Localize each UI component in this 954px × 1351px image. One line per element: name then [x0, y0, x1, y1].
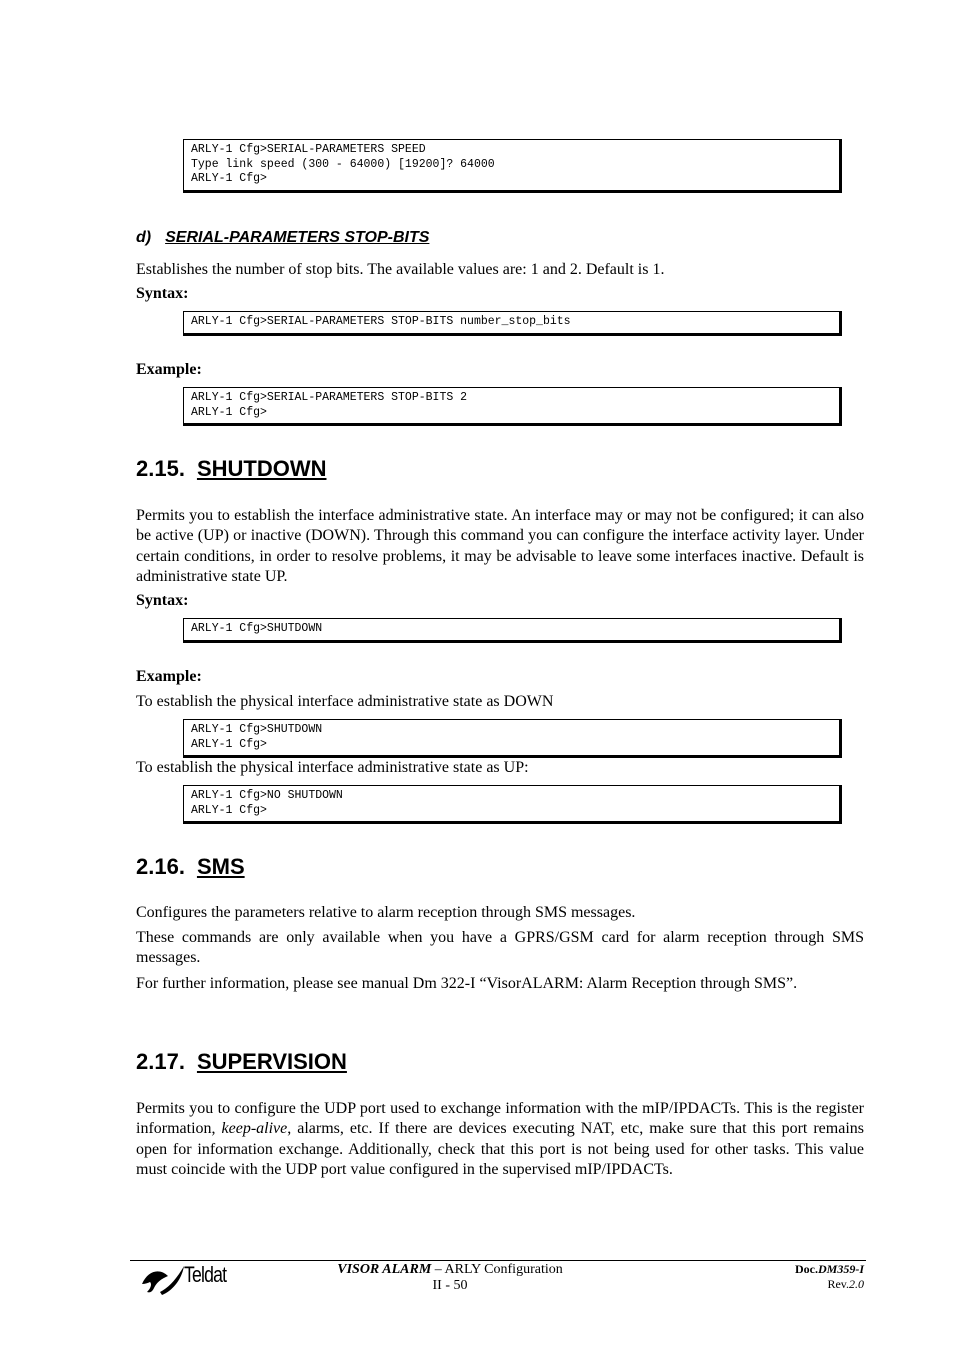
- teldat-logo: [138, 1262, 238, 1296]
- footer-divider: [130, 1260, 866, 1261]
- example-label: Example:: [136, 361, 202, 378]
- code-line: ARLY-1 Cfg>: [191, 737, 267, 751]
- section-heading-shutdown: 2.15. SHUTDOWN: [136, 456, 327, 481]
- sms-paragraph-2: These commands are only available when you have a GPRS/GSM card for alarm reception through SMS messages.: [136, 929, 864, 967]
- section-heading-sms: 2.16. SMS: [136, 854, 245, 879]
- code-line: ARLY-1 Cfg>: [191, 803, 267, 817]
- page-number: II - 50: [432, 1278, 468, 1293]
- code-line: ARLY-1 Cfg>SHUTDOWN: [191, 622, 323, 635]
- code-line: ARLY-1 Cfg>SERIAL-PARAMETERS STOP-BITS number_stop_bits: [191, 315, 571, 328]
- footer-doc-info: Doc.DM359-I Rev.2.0: [794, 1262, 864, 1291]
- supervision-paragraph: Permits you to configure the UDP port used to exchange information with the mIP/IPDACTs. This is the register information, keep-alive, alarms, etc. If there are devices executing NAT, etc, make sure that this port remains open for information exchange. Additionally, check that this port is not being used for other tasks. This value must coincide with the UDP port value configured in the supervised mIP/IPDACTs.: [136, 1100, 864, 1179]
- syntax-label: Syntax:: [136, 592, 189, 609]
- sms-paragraph-3: For further information, please see manual Dm 322-I “VisorALARM: Alarm Reception through SMS”.: [136, 975, 798, 992]
- example-label: Example:: [136, 668, 202, 685]
- code-block-stop-bits-example: [183, 387, 842, 426]
- code-line: ARLY-1 Cfg>: [191, 405, 267, 419]
- code-block-speed: [183, 139, 842, 193]
- syntax-label: Syntax:: [136, 285, 189, 302]
- section-heading-stop-bits: d) SERIAL-PARAMETERS STOP-BITS: [136, 229, 430, 246]
- code-line: ARLY-1 Cfg>SERIAL-PARAMETERS STOP-BITS 2: [191, 391, 468, 404]
- footer-title: VISOR ALARM – ARLY Configuration II - 50: [330, 1262, 570, 1294]
- example-description-down: To establish the physical interface administrative state as DOWN: [136, 693, 554, 710]
- code-block-shutdown-down: [183, 719, 842, 758]
- example-description-up: To establish the physical interface administrative state as UP:: [136, 759, 529, 776]
- code-line: Type link speed (300 - 64000) [19200]? 64000: [191, 157, 495, 171]
- code-block-shutdown-up: [183, 785, 842, 824]
- code-block-shutdown-syntax: [183, 618, 842, 643]
- shutdown-description: Permits you to establish the interface administrative state. An interface may or may not be configured; it can also be active (UP) or inactive (DOWN). Through this command you can configure the interface activity layer. Under certain conditions, in order to resolve problems, it may be advisable to leave some interfaces inactive. Default is administrative state UP.: [136, 507, 864, 586]
- code-line: ARLY-1 Cfg>SHUTDOWN: [191, 723, 323, 736]
- section-heading-supervision: 2.17. SUPERVISION: [136, 1049, 347, 1074]
- stop-bits-description: Establishes the number of stop bits. The available values are: 1 and 2. Default is 1.: [136, 261, 665, 278]
- code-line: ARLY-1 Cfg>NO SHUTDOWN: [191, 789, 343, 802]
- code-block-stop-bits-syntax: [183, 311, 842, 336]
- logo-text: Teldat: [184, 1262, 227, 1287]
- code-line: ARLY-1 Cfg>: [191, 172, 267, 185]
- sms-paragraph-1: Configures the parameters relative to alarm reception through SMS messages.: [136, 904, 636, 921]
- code-line: ARLY-1 Cfg>SERIAL-PARAMETERS SPEED: [191, 143, 426, 156]
